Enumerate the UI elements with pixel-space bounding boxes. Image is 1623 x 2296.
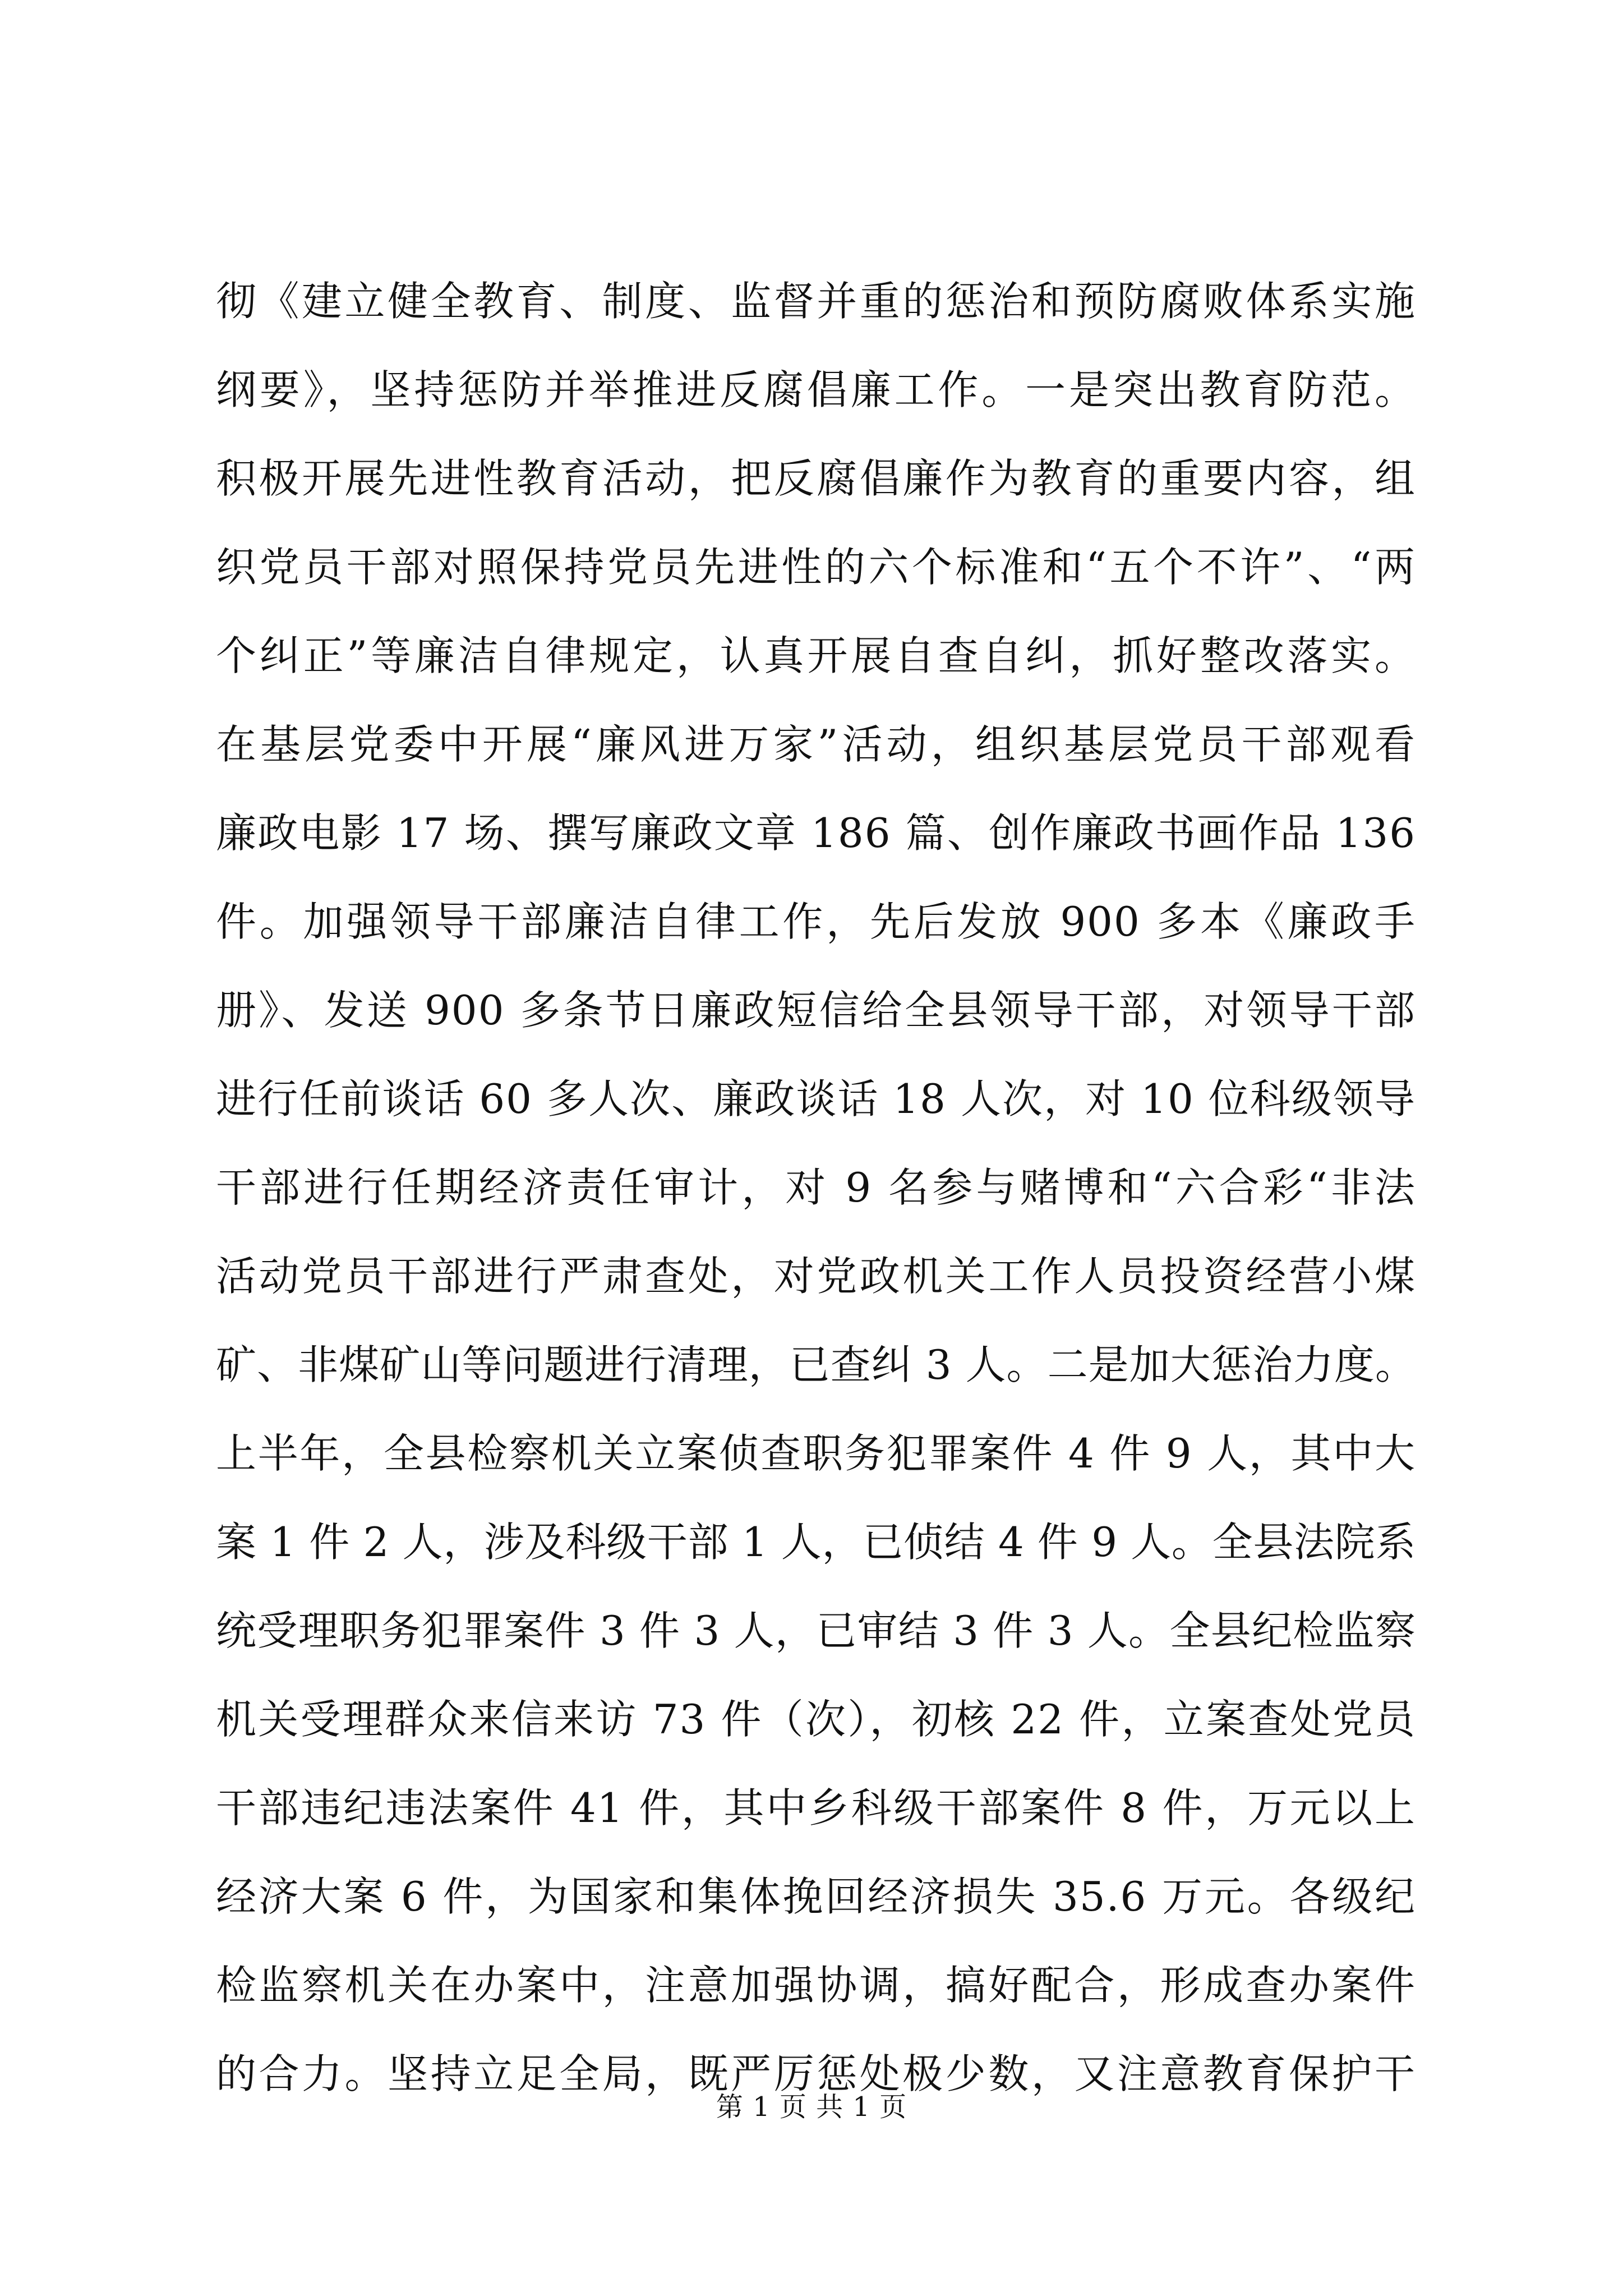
text-line: 彻《建立健全教育、制度、监督并重的惩治和预防腐败体系实施 [216,278,1416,325]
text-line: 机关受理群众来信来访 73 件（次），初核 22 件，立案查处党员 [216,1696,1416,1743]
text-line: 进行任前谈话 60 多人次、廉政谈话 18 人次，对 10 位科级领导 [216,1075,1416,1122]
text-line: 个纠正”等廉洁自律规定，认真开展自查自纠，抓好整改落实。 [216,632,1416,679]
text-line: 经济大案 6 件，为国家和集体挽回经济损失 35.6 万元。各级纪 [216,1873,1416,1920]
text-line: 件。加强领导干部廉洁自律工作，先后发放 900 多本《廉政手 [216,898,1416,945]
body-paragraph [216,257,1416,2118]
text-line: 案 1 件 2 人，涉及科级干部 1 人，已侦结 4 件 9 人。全县法院系 [216,1519,1416,1566]
text-line: 矿、非煤矿山等问题进行清理，已查纠 3 人。二是加大惩治力度。 [216,1341,1416,1388]
text-line: 纲要》，坚持惩防并举推进反腐倡廉工作。一是突出教育防范。 [216,366,1416,413]
text-line: 廉政电影 17 场、撰写廉政文章 186 篇、创作廉政书画作品 136 [216,809,1416,857]
text-line: 干部进行任期经济责任审计，对 9 名参与赌博和“六合彩“非法 [216,1164,1416,1211]
text-line: 织党员干部对照保持党员先进性的六个标准和“五个不许”、“两 [216,544,1416,591]
text-line: 积极开展先进性教育活动，把反腐倡廉作为教育的重要内容，组 [216,455,1416,502]
text-line: 活动党员干部进行严肃查处，对党政机关工作人员投资经营小煤 [216,1253,1416,1300]
text-line: 检监察机关在办案中，注意加强协调，搞好配合，形成查办案件 [216,1962,1416,2009]
page-footer: 第 1 页 共 1 页 [716,2091,907,2123]
text-line: 册》、发送 900 多条节日廉政短信给全县领导干部，对领导干部 [216,987,1416,1034]
text-line: 的合力。坚持立足全局，既严厉惩处极少数，又注意教育保护干 [216,2050,1416,2097]
text-line: 干部违纪违法案件 41 件，其中乡科级干部案件 8 件，万元以上 [216,1784,1416,1832]
text-line: 在基层党委中开展“廉风进万家”活动，组织基层党员干部观看 [216,721,1416,768]
text-line: 统受理职务犯罪案件 3 件 3 人，已审结 3 件 3 人。全县纪检监察 [216,1607,1416,1654]
text-line: 上半年，全县检察机关立案侦查职务犯罪案件 4 件 9 人，其中大 [216,1430,1416,1477]
